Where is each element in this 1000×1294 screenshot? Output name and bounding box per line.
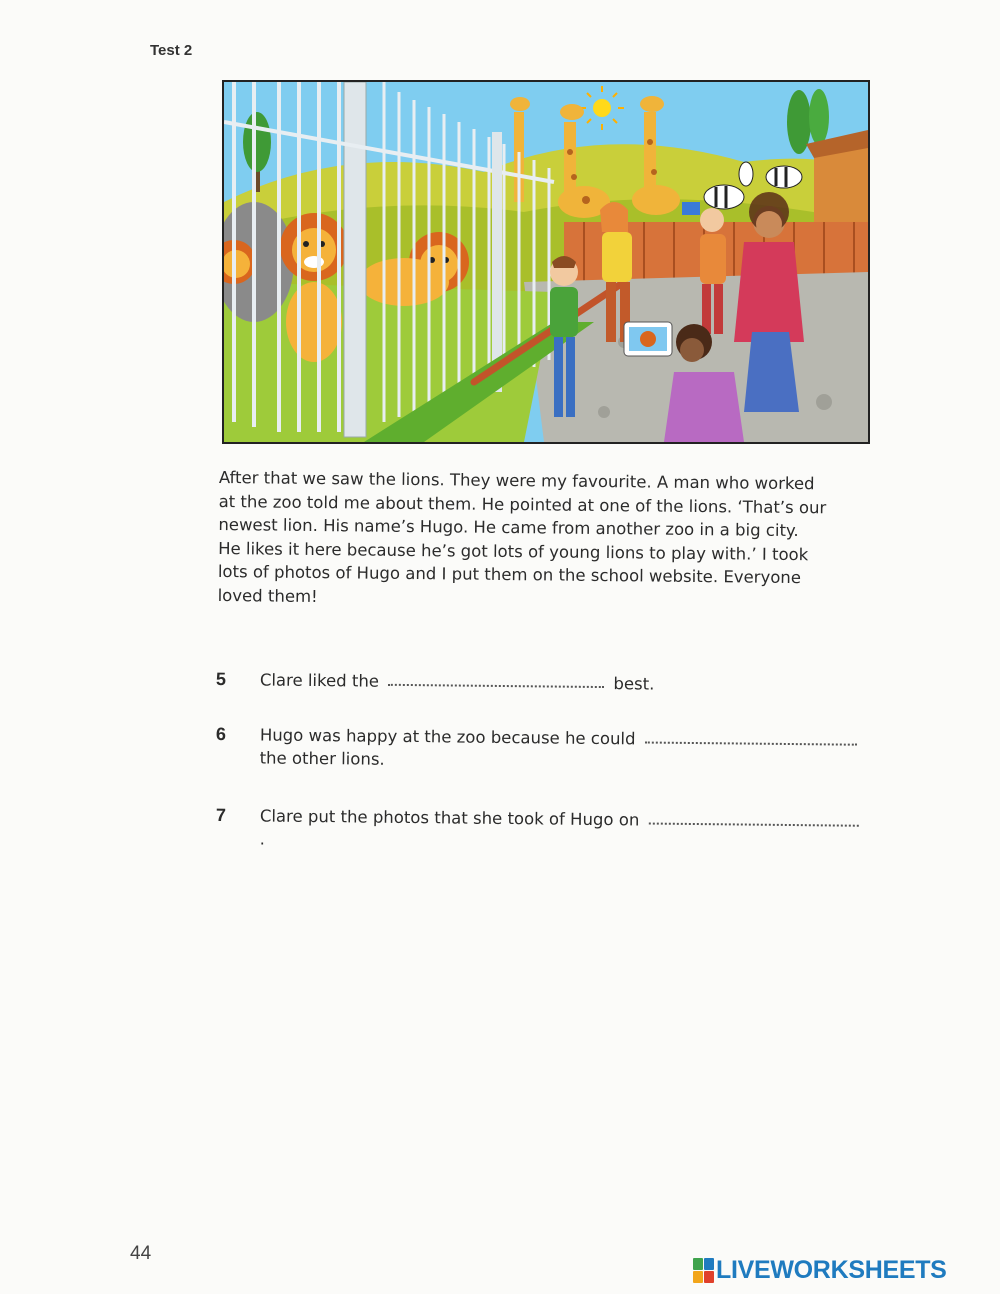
passage-line: loved them! (217, 585, 318, 606)
brand-name: LIVEWORKSHEETS (716, 1255, 947, 1284)
answer-input-6[interactable] (645, 733, 857, 749)
liveworksheets-brand (693, 1256, 947, 1284)
reading-passage (218, 466, 839, 613)
question-5 (216, 668, 866, 698)
page-number: 44 (130, 1243, 152, 1264)
question-text: Hugo was happy at the zoo because he could (259, 725, 636, 749)
passage-line: lots of photos of Hugo and I put them on the school website. Everyone (217, 561, 802, 588)
answer-input-7[interactable] (649, 815, 859, 831)
question-text-after: best. (613, 674, 655, 694)
answer-blank-7[interactable] (649, 809, 859, 827)
question-text: Clare liked the (259, 670, 380, 691)
answer-blank-6[interactable] (645, 727, 857, 745)
zoo-lions-illustration (222, 80, 870, 444)
question-number: 7 (215, 804, 227, 826)
answer-blank-5[interactable] (388, 670, 604, 688)
passage-line: newest lion. His name’s Hugo. He came from another zoo in a big city. (218, 514, 799, 541)
question-text-after: . (259, 829, 265, 849)
passage-line: After that we saw the lions. They were my favourite. A man who worked (218, 467, 815, 494)
question-7 (216, 804, 866, 857)
liveworksheets-logo-icon (693, 1258, 713, 1282)
question-number: 6 (215, 723, 227, 745)
passage-line: He likes it here because he’s got lots of young lions to play with.’ I took (218, 538, 809, 564)
question-text: Clare put the photos that she took of Hugo on (259, 806, 640, 830)
question-text-continued: the other lions. (259, 748, 385, 769)
answer-input-5[interactable] (388, 676, 604, 692)
question-6 (216, 723, 866, 776)
question-number: 5 (215, 668, 227, 690)
passage-line: at the zoo told me about them. He pointed at one of the lions. ‘That’s our (218, 491, 827, 517)
test-label: Test 2 (150, 42, 193, 59)
